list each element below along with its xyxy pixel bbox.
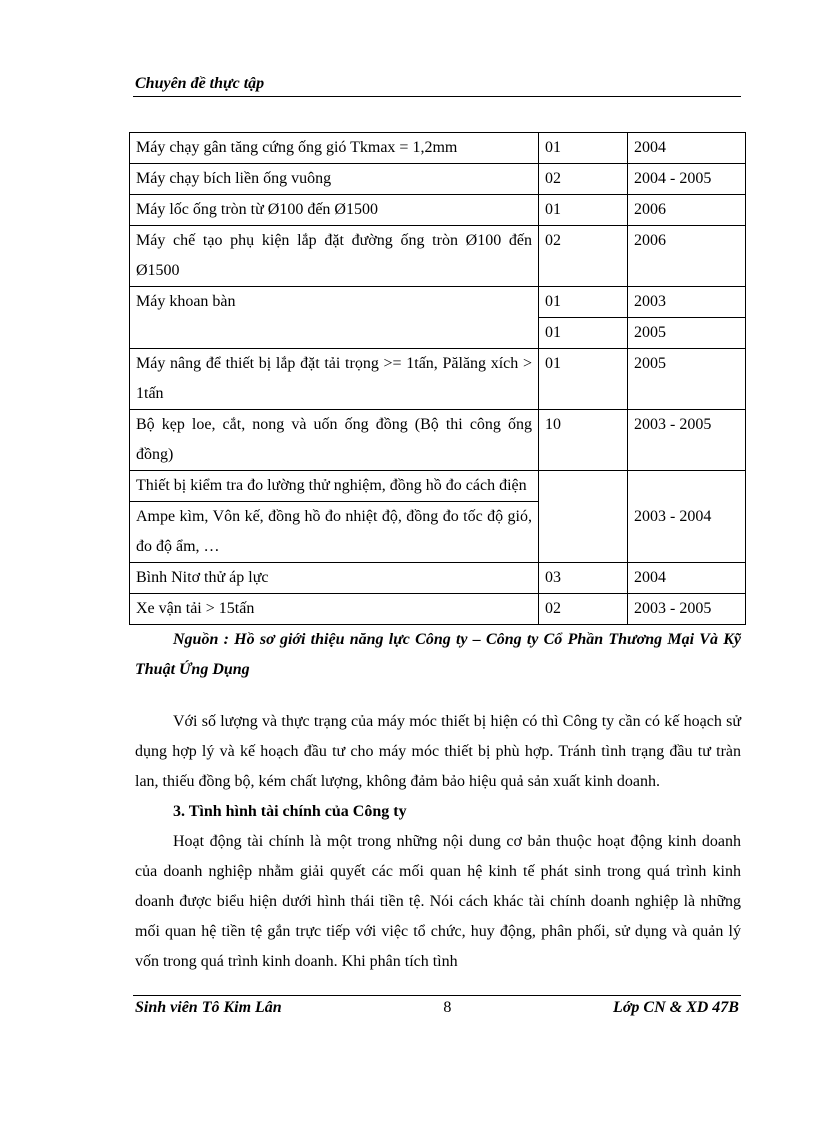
header-title: Chuyên đề thực tập xyxy=(133,74,741,97)
table-cell: 01 xyxy=(539,349,628,410)
table-row xyxy=(130,410,746,471)
table-cell: Bình Nitơ thử áp lực xyxy=(130,563,539,594)
table-cell: 02 xyxy=(539,164,628,195)
table-cell: Bộ kẹp loe, cắt, nong và uốn ống đồng (Bộ thi công ống đồng) xyxy=(130,410,539,471)
table-row xyxy=(130,226,746,287)
table-cell: Máy lốc ống tròn từ Ø100 đến Ø1500 xyxy=(130,195,539,226)
table-cell: 01 xyxy=(539,318,628,349)
table-cell: 2003 - 2005 xyxy=(628,594,746,625)
table-cell: 2005 xyxy=(628,318,746,349)
table-cell: 01 xyxy=(539,287,628,318)
table-cell: 2004 - 2005 xyxy=(628,164,746,195)
table-source-note: Nguồn : Hồ sơ giới thiệu năng lực Công ty – Công ty Cổ Phần Thương Mại Và Kỹ Thuật Ứng Dụng xyxy=(135,631,741,678)
table-cell: 01 xyxy=(539,133,628,164)
table-row xyxy=(130,594,746,625)
table-row xyxy=(130,195,746,226)
table-cell: 02 xyxy=(539,594,628,625)
table-cell: Máy nâng để thiết bị lắp đặt tải trọng >= 1tấn, Pălăng xích > 1tấn xyxy=(130,349,539,410)
table-cell: 2003 - 2005 xyxy=(628,410,746,471)
footer-class: Lớp CN & XD 47B xyxy=(613,999,739,1016)
table-cell: 10 xyxy=(539,410,628,471)
table-cell: Máy khoan bàn xyxy=(130,287,539,349)
page-number: 8 xyxy=(443,999,452,1016)
table-cell: 02 xyxy=(539,226,628,287)
table-cell: 2006 xyxy=(628,226,746,287)
table-cell: Máy chạy gân tăng cứng ống gió Tkmax = 1,2mm xyxy=(130,133,539,164)
table-cell: 2005 xyxy=(628,349,746,410)
table-cell: 2004 xyxy=(628,563,746,594)
table-row xyxy=(130,563,746,594)
table-cell: Máy chạy bích liền ống vuông xyxy=(130,164,539,195)
table-row xyxy=(130,471,746,502)
footer xyxy=(133,995,741,1018)
footer-student: Sinh viên Tô Kim Lân xyxy=(135,999,282,1016)
table-row xyxy=(130,287,746,318)
table-row xyxy=(130,164,746,195)
table-cell: Thiết bị kiểm tra đo lường thử nghiệm, đồng hồ đo cách điện xyxy=(130,471,539,502)
table-cell: 2003 xyxy=(628,287,746,318)
table-cell xyxy=(539,471,628,563)
paragraph: Hoạt động tài chính là một trong những nội dung cơ bản thuộc hoạt động kinh doanh của doanh nghiệp nhằm giải quyết các mối quan hệ kinh tế phát sinh trong quá trình kinh doanh được biểu hiện dưới hình thái tiền tệ. Nói cách khác tài chính doanh nghiệp là những mối quan hệ tiền tệ gắn trực tiếp với việc tổ chức, huy động, phân phối, sử dụng và quản lý vốn trong quá trình kinh doanh. Khi phân tích tình xyxy=(135,833,741,970)
paragraph: Với số lượng và thực trạng của máy móc thiết bị hiện có thì Công ty cần có kế hoạch sử dụng hợp lý và kế hoạch đầu tư cho máy móc thiết bị phù hợp. Tránh tình trạng đầu tư tràn lan, thiếu đồng bộ, kém chất lượng, không đảm bảo hiệu quả sản xuất kinh doanh. xyxy=(135,713,741,790)
table-cell: 2003 - 2004 xyxy=(628,471,746,563)
table-cell: Xe vận tải > 15tấn xyxy=(130,594,539,625)
equipment-table xyxy=(129,132,746,625)
section-heading: 3. Tình hình tài chính của Công ty xyxy=(173,803,407,820)
table-cell: Ampe kìm, Vôn kế, đồng hồ đo nhiệt độ, đồng đo tốc độ gió, đo độ ẩm, … xyxy=(130,502,539,563)
table-row xyxy=(130,133,746,164)
table-cell: 01 xyxy=(539,195,628,226)
table-cell: 2004 xyxy=(628,133,746,164)
table-cell: Máy chế tạo phụ kiện lắp đặt đường ống tròn Ø100 đến Ø1500 xyxy=(130,226,539,287)
table-cell: 03 xyxy=(539,563,628,594)
table-cell: 2006 xyxy=(628,195,746,226)
table-row xyxy=(130,349,746,410)
